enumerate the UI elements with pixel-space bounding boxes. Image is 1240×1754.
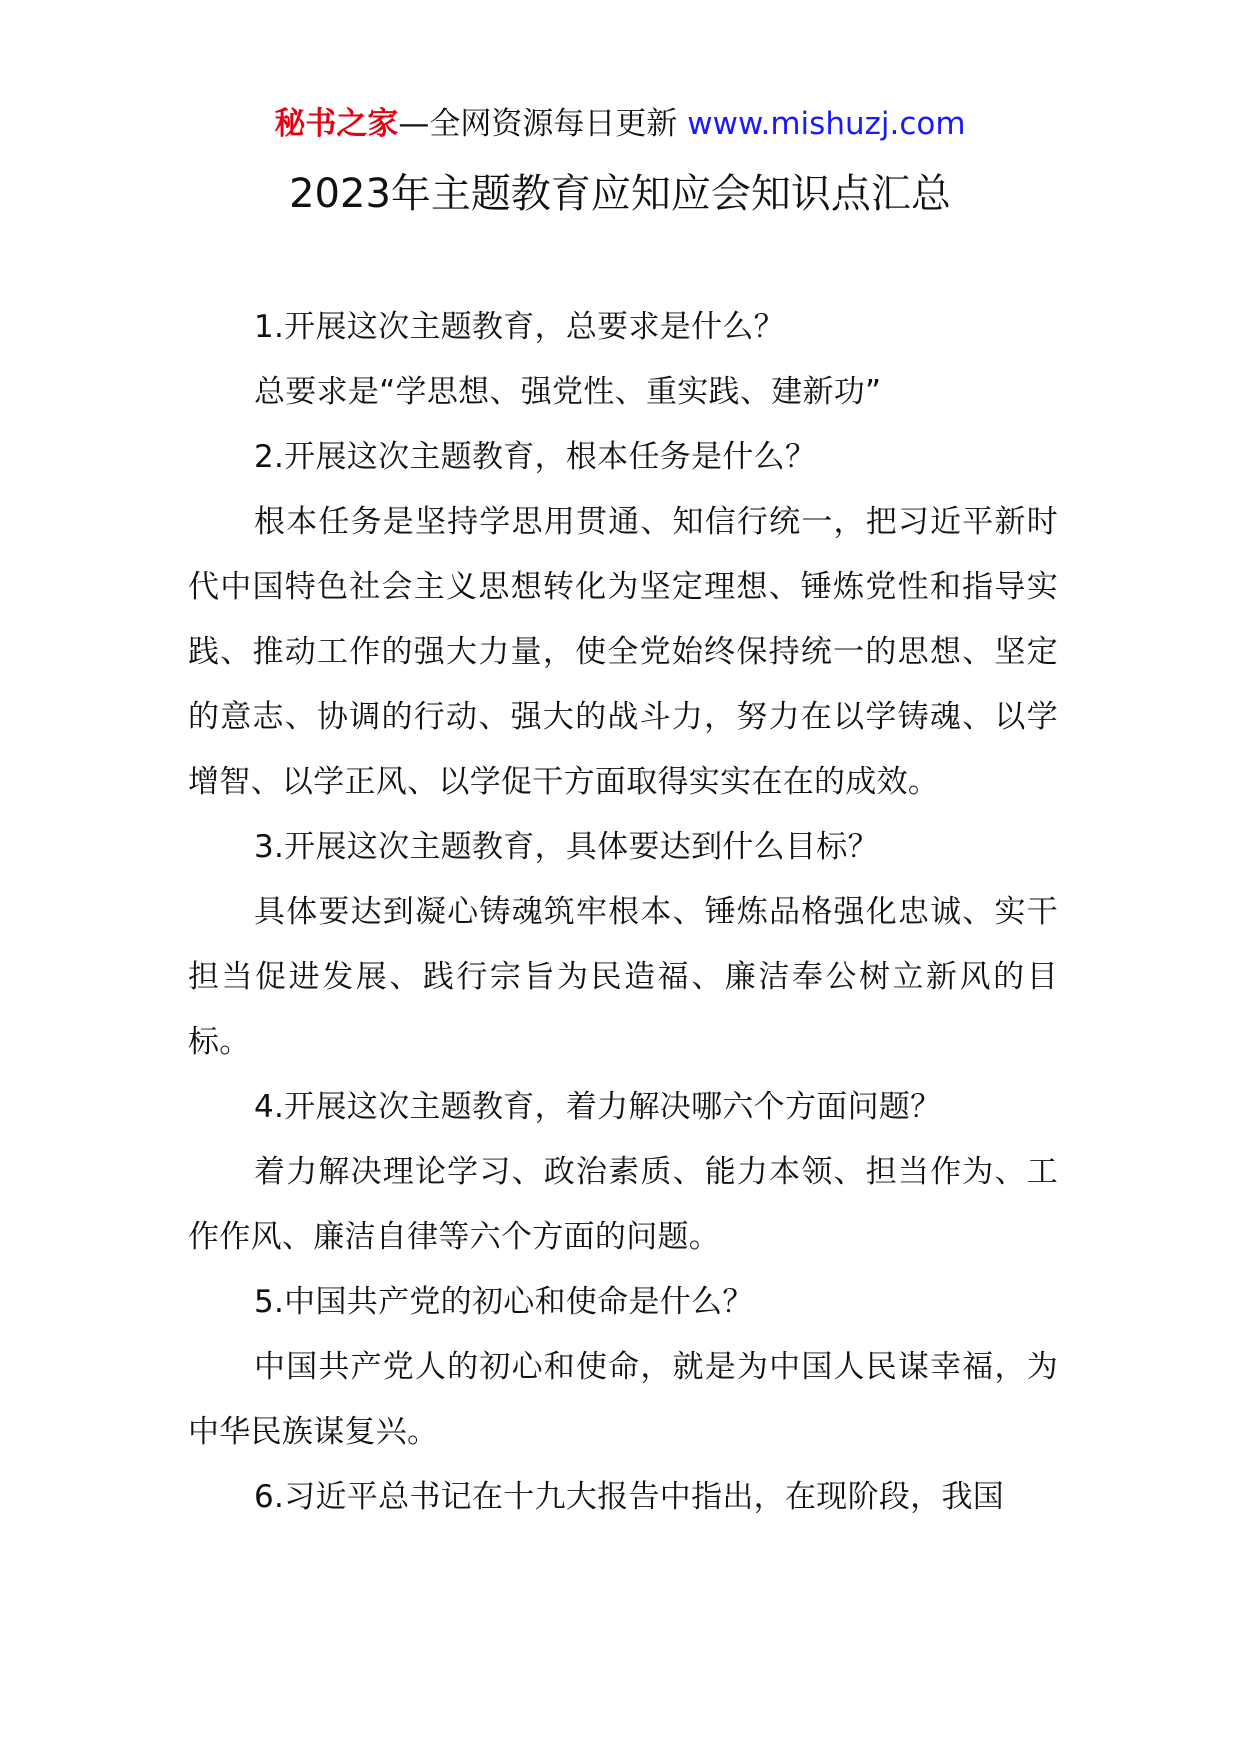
question-4: 4.开展这次主题教育，着力解决哪六个方面问题？	[254, 1089, 942, 1125]
header-tagline: —全网资源每日更新	[398, 106, 688, 142]
answer-2: 根本任务是坚持学思用贯通、知信行统一，把习近平新时代中国特色社会主义思想转化为坚定理想、锤炼党性和指导实践、推动工作的强大力量，使全党始终保持统一的思想、坚定的意志、协调的行动、强大的战斗力，努力在以学铸魂、以学增智、以学正风、以学促干方面取得实实在在的成效。	[188, 504, 1058, 800]
answer-4: 着力解决理论学习、政治素质、能力本领、担当作为、工作作风、廉洁自律等六个方面的问题。	[188, 1154, 1058, 1255]
document-body	[188, 295, 1058, 1530]
question-3: 3.开展这次主题教育，具体要达到什么目标？	[254, 829, 879, 865]
answer-3: 具体要达到凝心铸魂筑牢根本、锤炼品格强化忠诚、实干担当促进发展、践行宗旨为民造福、廉洁奉公树立新风的目标。	[188, 894, 1058, 1060]
brand-name: 秘书之家	[274, 106, 399, 142]
answer-1: 总要求是“学思想、强党性、重实践、建新功”	[254, 374, 882, 410]
question-2: 2.开展这次主题教育，根本任务是什么？	[254, 439, 817, 475]
site-header	[0, 104, 1240, 144]
question-5: 5.中国共产党的初心和使命是什么？	[254, 1284, 754, 1320]
site-url-link[interactable]: www.mishuzj.com	[687, 106, 966, 142]
question-6: 6.习近平总书记在十九大报告中指出，在现阶段，我国	[254, 1479, 1005, 1515]
answer-5: 中国共产党人的初心和使命，就是为中国人民谋幸福，为中华民族谋复兴。	[188, 1349, 1058, 1450]
question-1: 1.开展这次主题教育，总要求是什么？	[254, 309, 785, 345]
document-title: 2023年主题教育应知应会知识点汇总	[289, 171, 951, 217]
